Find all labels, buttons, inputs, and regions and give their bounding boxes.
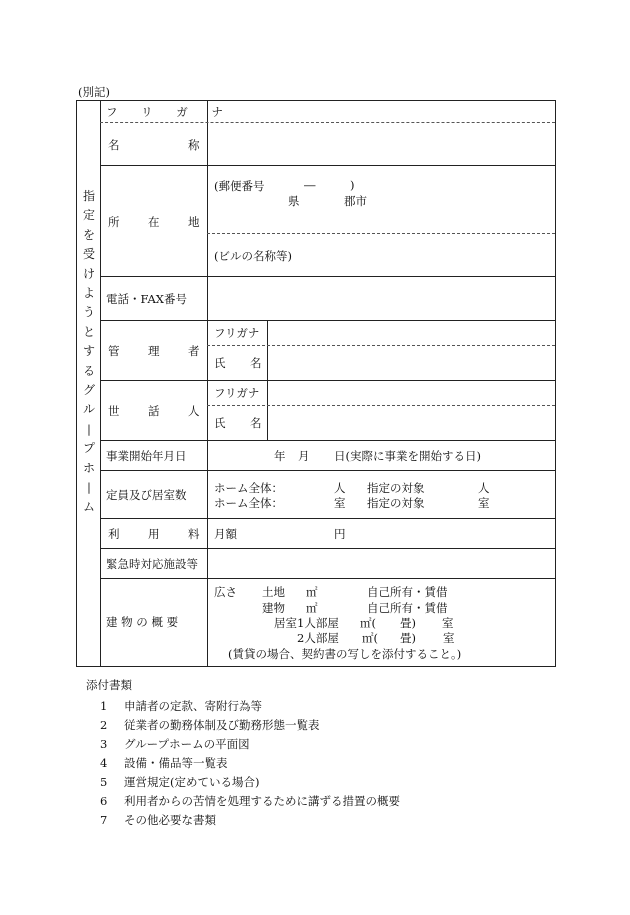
side-label-char: 定 (82, 208, 95, 223)
capacity-line1-unit: 人 (334, 481, 346, 495)
side-label-char: | (87, 422, 91, 436)
side-label-char: う (82, 305, 95, 320)
side-label-char: 指 (82, 189, 95, 203)
start-date-day: 日(実際に事業を開始する日) (334, 449, 481, 463)
single-room-label: 居室1人部屋 (274, 616, 339, 630)
attachment-number: 2 (100, 718, 108, 732)
building-land-ownership: 自己所有・賃借 (367, 585, 448, 599)
building-building-label: 建物 (262, 601, 285, 615)
label-name-1: 名 (108, 138, 120, 152)
attachment-item (100, 755, 228, 771)
side-label-char: る (82, 363, 95, 378)
building-area-label: 広さ (214, 585, 237, 599)
attachment-item (100, 812, 216, 828)
attachment-text: 運営規定(定めている場合) (124, 775, 260, 789)
fee-monthly-label: 月額 (214, 527, 237, 541)
attachment-text: 利用者からの苦情を処理するために講ずる措置の概要 (124, 794, 400, 808)
label-capacity: 定員及び居室数 (106, 488, 187, 502)
label-manager-1: 管 (108, 344, 120, 358)
label-emergency-facility: 緊急時対応施設等 (106, 557, 198, 571)
attachment-text: 従業者の勤務体制及び勤務形態一覧表 (124, 718, 320, 732)
caretaker-name-label-1: 氏 (214, 416, 226, 430)
postal-code-dash: ― (304, 178, 316, 192)
building-building-ownership: 自己所有・賃借 (367, 601, 448, 615)
single-room-count: 室 (442, 616, 454, 630)
capacity-line1-unit2: 人 (478, 481, 490, 495)
label-fee-1: 利 (108, 527, 120, 541)
label-location-3: 地 (188, 215, 200, 229)
side-label-group-home (80, 187, 98, 517)
label-phone-fax: 電話・FAX番号 (106, 292, 187, 306)
label-fee-2: 用 (148, 527, 160, 541)
label-name-2: 称 (188, 138, 200, 152)
caretaker-name-label-2: 名 (250, 416, 262, 430)
double-room-sqm: ㎡( (362, 631, 378, 645)
capacity-line2-unit2: 室 (478, 496, 490, 510)
attachment-number: 4 (100, 756, 108, 770)
attachment-item (100, 793, 400, 809)
building-land-sqm: ㎡ (306, 585, 318, 599)
side-label-char: ム (82, 499, 95, 514)
building-name-label: (ビルの名称等) (214, 249, 292, 263)
label-furigana: フ リ ガ ナ (106, 105, 233, 119)
side-label-char: プ (82, 441, 95, 456)
attachment-text: グループホームの平面図 (124, 737, 250, 751)
header-note: (別記) (78, 85, 110, 99)
side-label-char: と (82, 324, 95, 339)
side-label-char: ホ (82, 460, 95, 475)
capacity-line2-target: 指定の対象 (367, 496, 425, 510)
single-room-tatami: 畳) (400, 616, 416, 630)
attachment-text: 申請者の定款、寄附行為等 (124, 699, 262, 713)
postal-code-label: (郵便番号 (214, 179, 265, 193)
attachment-item (100, 736, 250, 752)
manager-name-label-1: 氏 (214, 356, 226, 370)
label-manager-2: 理 (148, 344, 160, 358)
attachment-item (100, 774, 259, 790)
side-label-char: ル (82, 402, 95, 417)
manager-furigana-label: フリガナ (214, 326, 260, 340)
prefecture-label: 県 (288, 194, 300, 208)
label-start-date: 事業開始年月日 (106, 449, 187, 463)
label-building-overview: 建 物 の 概 要 (106, 615, 179, 629)
fee-yen-label: 円 (334, 527, 346, 541)
double-room-label: 2人部屋 (297, 631, 339, 645)
single-room-sqm: ㎡( (360, 616, 376, 630)
label-caretaker-3: 人 (188, 404, 200, 418)
building-building-sqm: ㎡ (306, 601, 318, 615)
building-land-label: 土地 (262, 585, 285, 599)
label-fee-3: 料 (188, 527, 200, 541)
side-label-char: す (82, 344, 95, 359)
side-label-char: け (82, 266, 95, 281)
manager-name-label-2: 名 (250, 356, 262, 370)
start-date-month: 月 (298, 449, 310, 463)
attachment-text: 設備・備品等一覧表 (124, 756, 228, 770)
postal-code-close: ) (350, 178, 355, 192)
attachment-number: 7 (100, 813, 108, 827)
capacity-line2-unit: 室 (334, 496, 346, 510)
side-label-char: | (87, 481, 91, 495)
label-location-1: 所 (108, 215, 120, 229)
city-label: 郡市 (344, 194, 367, 208)
lease-contract-note: (賃貸の場合、契約書の写しを添付すること。) (228, 647, 462, 661)
attachment-number: 3 (100, 737, 108, 751)
attachment-number: 5 (100, 775, 108, 789)
side-label-char: を (82, 227, 95, 242)
capacity-line2-prefix: ホーム全体： (214, 496, 283, 510)
label-caretaker-1: 世 (108, 404, 120, 418)
caretaker-furigana-label: フリガナ (214, 386, 260, 400)
label-manager-3: 者 (188, 344, 200, 358)
capacity-line1-prefix: ホーム全体： (214, 481, 283, 495)
double-room-tatami: 畳) (400, 631, 416, 645)
attachments-title: 添付書類 (86, 678, 132, 692)
label-caretaker-2: 話 (148, 404, 160, 418)
attachment-item (100, 698, 262, 714)
side-label-char: 受 (82, 247, 95, 262)
start-date-year: 年 (274, 449, 286, 463)
side-label-char: よ (82, 286, 95, 301)
double-room-count: 室 (443, 631, 455, 645)
attachment-item (100, 717, 320, 733)
attachment-number: 1 (100, 699, 108, 713)
attachment-number: 6 (100, 794, 108, 808)
capacity-line1-target: 指定の対象 (367, 481, 425, 495)
side-label-char: グ (82, 383, 95, 398)
attachment-text: その他必要な書類 (124, 813, 216, 827)
label-location-2: 在 (148, 215, 160, 229)
